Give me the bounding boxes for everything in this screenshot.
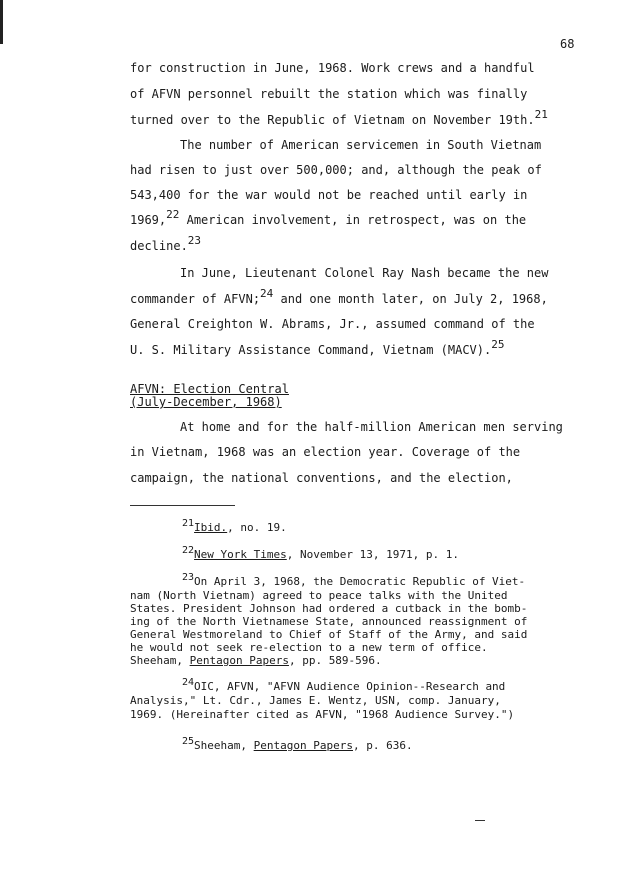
footnote-line — [130, 654, 382, 667]
body-text: turned over to the Republic of Vietnam on November 19th. — [130, 113, 535, 127]
footnote-number: 24 — [182, 677, 195, 688]
footnote-rule — [130, 505, 235, 506]
footnote-number: 25 — [182, 736, 195, 747]
footnote-text: , no. 19. — [227, 521, 287, 534]
body-line: in Vietnam, 1968 was an election year. Coverage of the — [130, 445, 521, 459]
footnote-ref: 22 — [166, 208, 180, 221]
footnote-21 — [182, 518, 287, 535]
body-line: for construction in June, 1968. Work crews and a handful — [130, 61, 535, 75]
footnote-line: nam (North Vietnam) agreed to peace talks with the United — [130, 589, 508, 602]
footnote-text: , pp. 589-596. — [288, 654, 382, 667]
footnote-number: 21 — [182, 518, 195, 529]
footnote-line: General Westmoreland to Chief of Staff of the Army, and said — [130, 628, 528, 641]
footnote-line: Analysis," Lt. Cdr., James E. Wentz, USN, comp. January, — [130, 694, 501, 707]
section-subheading: (July-December, 1968) — [130, 395, 282, 409]
footnote-text: On April 3, 1968, the Democratic Republic of Viet- — [194, 575, 526, 588]
footnote-number: 23 — [182, 572, 195, 583]
footnote-text: , November 13, 1971, p. 1. — [286, 548, 459, 561]
footnote-line: 1969. (Hereinafter cited as AFVN, "1968 Audience Survey.") — [130, 708, 515, 721]
footnote-text: OIC, AFVN, "AFVN Audience Opinion--Research and — [194, 680, 506, 693]
footnote-25 — [182, 736, 413, 753]
footnote-citation: Pentagon Papers — [189, 654, 289, 667]
body-line: General Creighton W. Abrams, Jr., assumed command of the — [130, 317, 535, 331]
footnote-text: , p. 636. — [353, 739, 413, 752]
footnote-text: Sheeham, — [130, 654, 190, 667]
footnote-ref: 23 — [187, 234, 202, 247]
body-text: U. S. Military Assistance Command, Vietnam (MACV). — [130, 343, 492, 357]
body-line — [130, 208, 527, 228]
body-text: decline. — [130, 239, 188, 253]
footnote-line: States. President Johnson had ordered a cutback in the bomb- — [130, 602, 528, 615]
body-line — [130, 287, 548, 307]
footnote-24 — [182, 677, 506, 694]
footnote-ref: 25 — [491, 338, 505, 351]
bottom-dash-mark — [475, 820, 485, 821]
body-line — [130, 338, 505, 358]
body-line: In June, Lieutenant Colonel Ray Nash became the new — [180, 266, 549, 280]
footnote-line: he would not seek re-election to a new term of office. — [130, 641, 488, 654]
body-line: of AFVN personnel rebuilt the station which was finally — [130, 87, 528, 101]
footnote-23 — [182, 572, 526, 589]
body-line — [130, 108, 548, 128]
body-line: campaign, the national conventions, and the election, — [130, 471, 513, 485]
body-line: The number of American servicemen in South Vietnam — [180, 138, 542, 152]
body-line: At home and for the half-million American men serving — [180, 420, 563, 434]
body-text: 1969, — [130, 213, 167, 227]
section-heading: AFVN: Election Central — [130, 382, 289, 396]
footnote-ref: 21 — [534, 108, 548, 121]
scan-edge-mark — [0, 0, 3, 44]
footnote-ref: 24 — [260, 287, 274, 300]
footnote-22 — [182, 545, 459, 562]
body-text: American involvement, in retrospect, was on the — [179, 213, 527, 227]
footnote-citation: Ibid. — [194, 521, 228, 534]
body-line: 543,400 for the war would not be reached until early in — [130, 188, 528, 202]
footnote-citation: Pentagon Papers — [253, 739, 353, 752]
body-line — [130, 234, 202, 254]
footnote-citation: New York Times — [194, 548, 287, 561]
page-number: 68 — [560, 37, 575, 51]
body-text: and one month later, on July 2, 1968, — [273, 292, 548, 306]
footnote-number: 22 — [182, 545, 195, 556]
footnote-text: Sheeham, — [194, 739, 254, 752]
body-line: had risen to just over 500,000; and, although the peak of — [130, 163, 542, 177]
footnote-line: ing of the North Vietnamese State, announced reassignment of — [130, 615, 528, 628]
body-text: commander of AFVN; — [130, 292, 261, 306]
